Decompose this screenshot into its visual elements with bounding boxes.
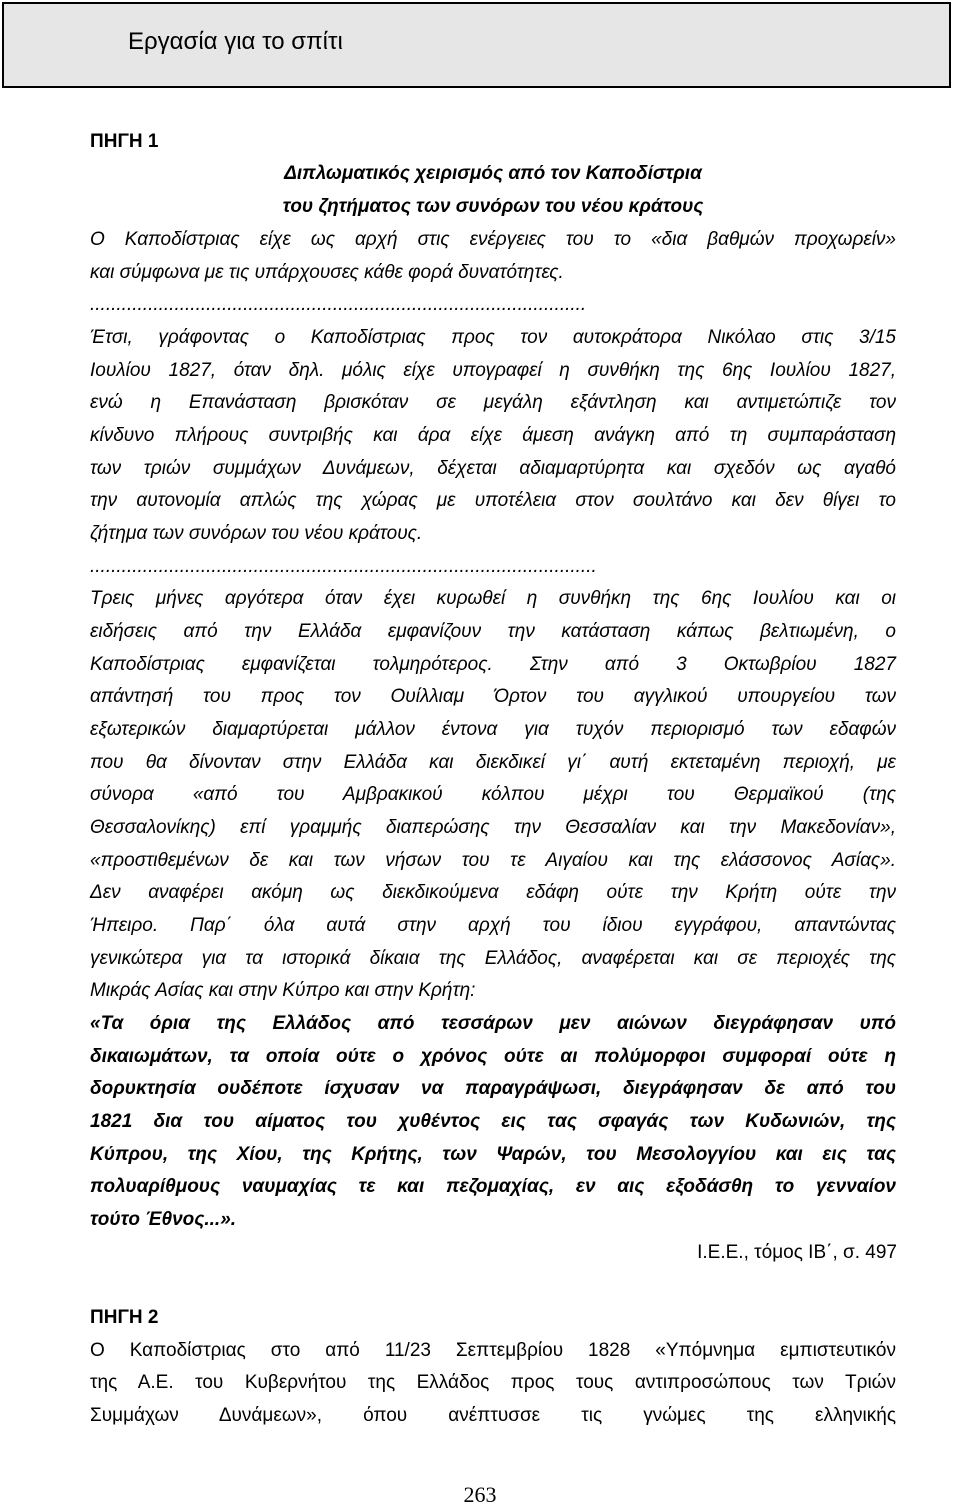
- source-1-heading-line-1: Διπλωματικός χειρισμός από τον Καποδίστρια: [284, 163, 702, 184]
- source-1-text-line: που θα δίνονταν στην Ελλάδα και διεκδικεί γι΄ αυτή εκτεταμένη περιοχή, με: [90, 752, 896, 773]
- source-1-text-line: Ήπειρο. Παρ΄ όλα αυτά στην αρχή του ίδιου εγγράφου, απαντώντας: [90, 915, 896, 936]
- source-1-citation: Ι.Ε.Ε., τόμος ΙΒ΄, σ. 497: [697, 1242, 897, 1263]
- source-1-text-line: την αυτονομία απλώς της χώρας με υποτέλεια στον σουλτάνο και δεν θίγει το: [90, 490, 896, 511]
- source-1-quote-line: τούτο Έθνος...».: [90, 1209, 237, 1230]
- source-1-quote-line: Κύπρου, της Χίου, της Κρήτης, των Ψαρών, του Μεσολογγίου και εις τας: [90, 1144, 896, 1165]
- source-1-quote-line: δορυκτησία ουδέποτε ίσχυσαν να παραγράψωσι, διεγράφησαν δε από του: [90, 1078, 896, 1099]
- source-1-quote-line: πολυαρίθμους ναυμαχίας τε και πεζομαχίας, εν αις εξοδάσθη το γενναίον: [90, 1176, 896, 1197]
- source-1-quote-line: «Τα όρια της Ελλάδος από τεσσάρων μεν αιώνων διεγράφησαν υπό: [90, 1013, 896, 1034]
- source-1-text-line: Θεσσαλονίκης) επί γραμμής διαπερώσης την Θεσσαλίαν και την Μακεδονίαν»,: [90, 817, 896, 838]
- page-title: Εργασία για το σπίτι: [128, 28, 343, 55]
- source-1-text-line: των τριών συμμάχων Δυνάμεων, δέχεται αδιαμαρτύρητα και σχεδόν ως αγαθό: [90, 458, 896, 479]
- source-1-text-line: Δεν αναφέρει ακόμη ως διεκδικούμενα εδάφη ούτε την Κρήτη ούτε την: [90, 882, 896, 903]
- source-1-text-line: Καποδίστριας εμφανίζεται τολμηρότερος. Στην από 3 Οκτωβρίου 1827: [90, 654, 896, 675]
- page-number: 263: [463, 1482, 497, 1507]
- source-1-text-line: ενώ η Επανάσταση βρισκόταν σε μεγάλη εξάντληση και αντιμετώπιζε τον: [90, 392, 896, 413]
- source-1-text-line: «προστιθεμένων δε και των νήσων του τε Αιγαίου και της ελάσσονος Ασίας».: [90, 850, 896, 871]
- source-1-text-line: ..............................................................................................: [90, 294, 587, 315]
- source-1-text-line: κίνδυνο πλήρους συντριβής και άρα είχε άμεση ανάγκη από τη συμπαράσταση: [90, 425, 896, 446]
- header-box: [2, 2, 951, 88]
- source-1-text-line: Ο Καποδίστριας είχε ως αρχή στις ενέργειες του το «δια βαθμών προχωρείν»: [90, 229, 896, 250]
- source-1-text-line: Τρεις μήνες αργότερα όταν έχει κυρωθεί η συνθήκη της 6ης Ιουλίου και οι: [90, 588, 896, 609]
- source-1-text-line: Έτσι, γράφοντας ο Καποδίστριας προς τον αυτοκράτορα Νικόλαο στις 3/15: [90, 327, 896, 348]
- source-1-text-line: απάντησή του προς τον Ουίλλιαμ Όρτον του αγγλικού υπουργείου των: [90, 686, 896, 707]
- source-1-quote-line: δικαιωμάτων, τα οποία ούτε ο χρόνος ούτε αι πολύμορφοι συμφοραί ούτε η: [90, 1046, 896, 1067]
- source-2-label: ΠΗΓΗ 2: [90, 1307, 159, 1328]
- source-1-label: ΠΗΓΗ 1: [90, 131, 159, 152]
- source-1-text-line: Ιουλίου 1827, όταν δηλ. μόλις είχε υπογραφεί η συνθήκη της 6ης Ιουλίου 1827,: [90, 360, 896, 381]
- source-1-text-line: γενικώτερα για τα ιστορικά δίκαια της Ελλάδος, αναφέρεται και σε περιοχές της: [90, 948, 896, 969]
- source-1-text-line: εξωτερικών διαμαρτύρεται μάλλον έντονα για τυχόν περιορισμό των εδαφών: [90, 719, 896, 740]
- source-2-text-line: της Α.Ε. του Κυβερνήτου της Ελλάδος προς τους αντιπροσώπους των Τριών: [90, 1372, 896, 1393]
- source-1-text-line: και σύμφωνα με τις υπάρχουσες κάθε φορά δυνατότητες.: [90, 262, 564, 283]
- source-1-text-line: σύνορα «από του Αμβρακικού κόλπου μέχρι του Θερμαϊκού (της: [90, 784, 896, 805]
- source-1-text-line: ζήτημα των συνόρων του νέου κράτους.: [90, 523, 423, 544]
- source-1-quote-line: 1821 δια του αίματος του χυθέντος εις τας σφαγάς των Κυδωνιών, της: [90, 1111, 896, 1132]
- source-1-text-line: ειδήσεις από την Ελλάδα εμφανίζουν την κατάσταση κάπως βελτιωμένη, ο: [90, 621, 896, 642]
- source-2-text-line: Ο Καποδίστριας στο από 11/23 Σεπτεμβρίου 1828 «Υπόμνημα εμπιστευτικόν: [90, 1340, 896, 1361]
- source-1-heading-line-2: του ζητήματος των συνόρων του νέου κράτους: [282, 196, 704, 217]
- source-1-text-line: Μικράς Ασίας και στην Κύπρο και στην Κρήτη:: [90, 980, 476, 1001]
- source-1-text-line: ................................................................................................: [90, 556, 597, 577]
- source-2-text-line: Συμμάχων Δυνάμεων», όπου ανέπτυσσε τις γνώμες της ελληνικής: [90, 1405, 896, 1426]
